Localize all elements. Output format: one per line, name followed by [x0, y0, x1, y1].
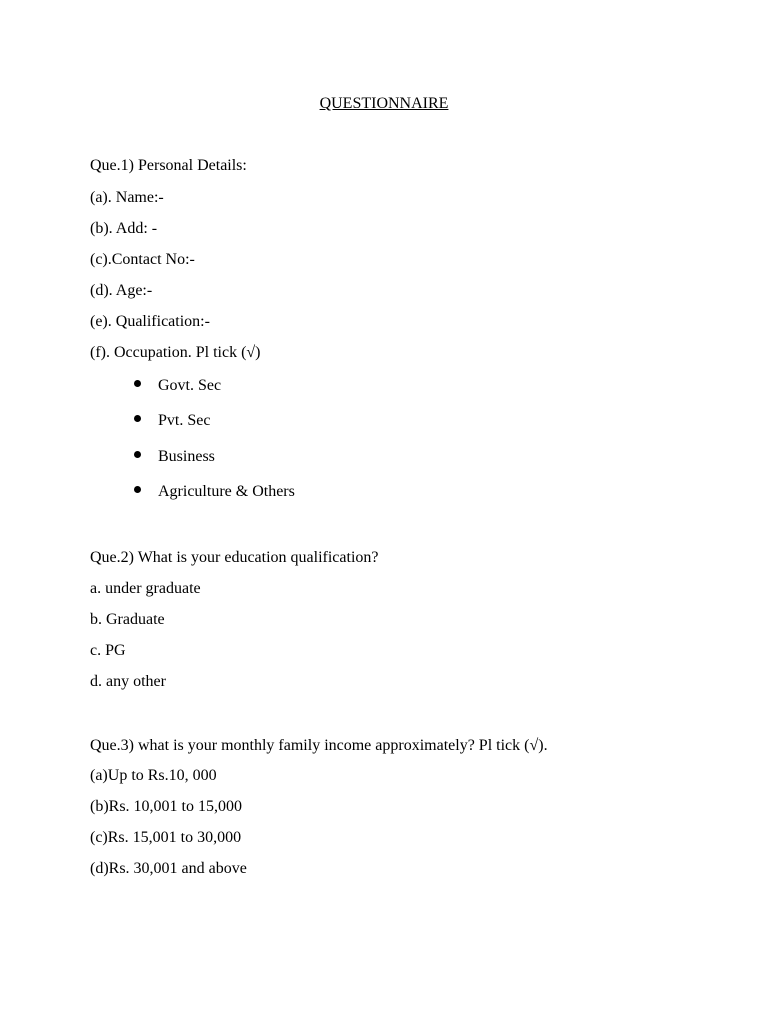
- occupation-option-label: Business: [158, 448, 215, 465]
- q1-field-contact: (c).Contact No:-: [90, 251, 195, 268]
- q1-field-age: (d). Age:-: [90, 282, 153, 299]
- q3-option-a: (a)Up to Rs.10, 000: [90, 767, 217, 784]
- occupation-option: [134, 376, 221, 396]
- occupation-option: [134, 411, 210, 431]
- q2-option-a: a. under graduate: [90, 580, 201, 597]
- q1-field-qualification: (e). Qualification:-: [90, 313, 210, 330]
- q3-heading: Que.3) what is your monthly family income approximately? Pl tick (√).: [90, 737, 548, 754]
- q2-option-c: c. PG: [90, 642, 126, 659]
- occupation-option-label: Pvt. Sec: [158, 412, 211, 429]
- q1-field-address: (b). Add: -: [90, 220, 158, 237]
- bullet-icon: [134, 451, 141, 458]
- occupation-option: [134, 482, 295, 502]
- q3-option-b: (b)Rs. 10,001 to 15,000: [90, 798, 242, 815]
- q2-option-b: b. Graduate: [90, 611, 165, 628]
- document-title: QUESTIONNAIRE: [319, 95, 449, 112]
- bullet-icon: [134, 380, 141, 387]
- occupation-option-label: Govt. Sec: [158, 377, 222, 394]
- q3-option-d: (d)Rs. 30,001 and above: [90, 860, 247, 877]
- occupation-option: [134, 447, 215, 467]
- q1-heading: Que.1) Personal Details:: [90, 157, 247, 174]
- occupation-option-label: Agriculture & Others: [158, 483, 295, 500]
- bullet-icon: [134, 415, 141, 422]
- q3-option-c: (c)Rs. 15,001 to 30,000: [90, 829, 242, 846]
- bullet-icon: [134, 486, 141, 493]
- q1-field-occupation: (f). Occupation. Pl tick (√): [90, 344, 261, 361]
- q1-field-name: (a). Name:-: [90, 189, 164, 206]
- q2-option-d: d. any other: [90, 673, 166, 690]
- q2-heading: Que.2) What is your education qualification?: [90, 549, 379, 566]
